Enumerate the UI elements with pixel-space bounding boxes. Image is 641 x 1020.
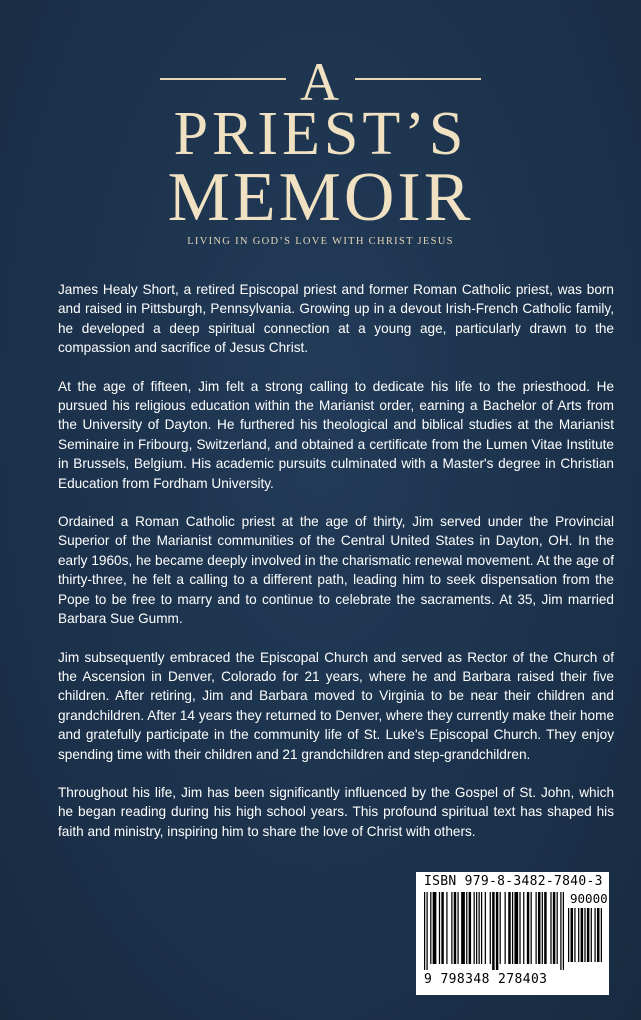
barcode-bar (591, 908, 592, 962)
price-code: 90000 (570, 891, 608, 906)
barcode-bar (550, 892, 551, 964)
bio-paragraph-3: Ordained a Roman Catholic priest at the age of thirty, Jim served under the Provincial Superior of the Marianist communities of the Central United States in Dayton, OH. In the early 1960s, he became deeply involved in the charismatic renewal movement. At the age of thirty-three, he felt a calling to a different path, leading him to seek dispensation from the Pope to be free to marry and to continue to celebrate the sacraments. At 35, Jim married Barbara Sue Gumm. (58, 514, 614, 627)
barcode-bar (581, 908, 584, 962)
barcode-bar (568, 908, 569, 962)
barcode-bar (439, 892, 440, 964)
barcode-bar (563, 892, 564, 970)
barcode-bar (466, 892, 467, 964)
barcode-bar (519, 892, 520, 964)
barcode-bar (446, 892, 447, 964)
barcode-bar (490, 892, 491, 964)
barcode-bar (476, 892, 477, 964)
barcode-bar (527, 892, 529, 964)
barcode-bar (426, 892, 427, 970)
barcode-bar (544, 892, 546, 964)
barcode-bar (469, 892, 471, 964)
barcode-bar (587, 908, 590, 962)
barcode-bar (560, 892, 561, 970)
barcode-bar (441, 892, 443, 964)
barcode-bar (584, 908, 585, 962)
ean-digits: 9 798348 278403 (424, 972, 548, 987)
author-biography (58, 280, 614, 860)
barcode-bar (557, 892, 558, 964)
barcode-bar (536, 892, 537, 964)
addon-barcode-bars (568, 908, 602, 968)
barcode-bar (508, 892, 510, 964)
barcode-bar (594, 908, 595, 962)
barcode-bar (479, 892, 480, 964)
barcode-bar (492, 892, 494, 970)
barcode-bar (597, 908, 600, 962)
barcode-bar (457, 892, 458, 964)
barcode-bar (553, 892, 555, 964)
title-rule-right (355, 78, 481, 80)
barcode-bar (578, 908, 579, 962)
barcode-bar (485, 892, 486, 964)
barcode-bar (451, 892, 452, 964)
title-priests: PRIEST’S (173, 100, 468, 168)
barcode-bar (571, 908, 574, 962)
barcode-bar (496, 892, 498, 970)
barcode-bar (531, 892, 532, 964)
barcode-bar (430, 892, 431, 964)
barcode-bar (574, 908, 575, 962)
bio-paragraph-1: James Healy Short, a retired Episcopal priest and former Roman Catholic priest, was born and raised in Pittsburgh, Pennsylvania. Growing up in a devout Irish-French Catholic family, he developed a deep spiritual connection at a young age, particularly drawn to the compassion and sacrifice of Jesus Christ. (58, 282, 614, 356)
isbn-label: ISBN 979-8-3482-7840-3 (424, 874, 603, 889)
barcode-bar (512, 892, 513, 964)
title-article: A (300, 52, 341, 112)
barcode-bar (514, 892, 518, 964)
barcode-bar (505, 892, 506, 964)
barcode-bar (538, 892, 540, 964)
isbn-barcode (416, 872, 609, 995)
barcode-bar (433, 892, 437, 964)
bio-paragraph-2: At the age of fifteen, Jim felt a strong calling to dedicate his life to the priesthood. He pursued his religious education within the Marianist order, earning a Bachelor of Arts from the University of Dayton. He furthered his theological and biblical studies at the Marianist Seminaire in Fribourg, Switzerland, and obtained a certificate from the Lumen Vitae Institute in Brussels, Belgium. His academic pursuits culminated with a Master's degree in Christian Education from Fordham University. (58, 378, 614, 491)
bio-paragraph-5: Throughout his life, Jim has been significantly influenced by the Gospel of St. John, which he began reading during his high school years. This profound spiritual text has shaped his faith and ministry, inspiring him to share the love of Christ with others. (58, 784, 614, 839)
barcode-bar (424, 892, 425, 970)
barcode-bars (424, 892, 564, 970)
barcode-bar (481, 892, 482, 964)
barcode-bar (523, 892, 524, 964)
title-memoir: MEMOIR (167, 159, 474, 236)
bio-paragraph-4: Jim subsequently embraced the Episcopal Church and served as Rector of the Church of the Ascension in Denver, Colorado for 21 years, where he and Barbara raised their five children. After retiring, Jim and Barbara moved to Virginia to be near their children and grandchildren. After 14 years they returned to Denver, where they currently make their home and gratefully participate in the community life of St. Luke's Episcopal Church. They enjoy spending time with their children and 21 grandchildren and step-grandchildren. (58, 649, 614, 762)
barcode-bar (542, 892, 543, 964)
book-subtitle: LIVING IN GOD’S LOVE WITH CHRIST JESUS (187, 236, 454, 247)
barcode-bar (601, 908, 602, 962)
barcode-bar (454, 892, 456, 964)
barcode-bar (500, 892, 501, 964)
barcode-bar (474, 892, 475, 964)
barcode-bar (461, 892, 465, 964)
